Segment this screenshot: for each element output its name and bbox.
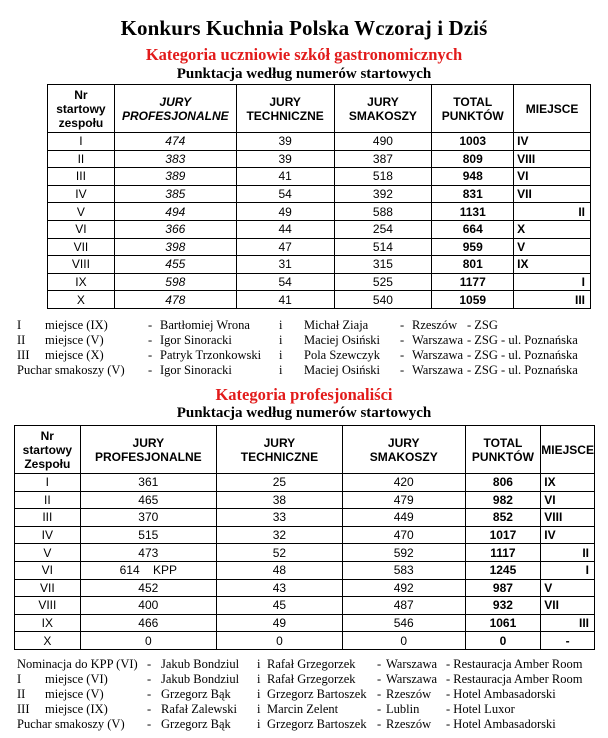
header-jury-professional: JURY PROFESJONALNE [80,426,216,474]
table-row: VII 398 47 514 959 V [48,238,591,256]
header-start-number: Nr startowy Zespołu [15,426,81,474]
winner-row: III miejsce (IX) - Rafał Zalewski i Marcin Zelent - Lublin - Hotel Luxor [17,702,515,716]
header-jury-technical: JURY TECHNICZNE [216,426,342,474]
table-row: VIII 400 45 487 932 VII [15,597,595,615]
table-row: VI 614 KPP 48 583 1245 I [15,561,595,579]
table-row: V 473 52 592 1117 II [15,544,595,562]
table-row: III 389 41 518 948 VI [48,168,591,186]
table-row: II 465 38 479 982 VI [15,491,595,509]
table-row: IX 598 54 525 1177 I [48,273,591,291]
table-row: III 370 33 449 852 VIII [15,509,595,527]
category-1-subtitle: Punktacja według numerów startowych [176,66,432,82]
table-row: V 494 49 588 1131 II [48,203,591,221]
header-jury-gourmet: JURY SMAKOSZY [334,85,432,133]
category-2-score-table [14,425,595,650]
table-row: X 478 41 540 1059 III [48,291,591,309]
category-2-subtitle: Punktacja według numerów startowych [176,405,432,421]
winner-row: Nominacja do KPP (VI) - Jakub Bondziul i Rafał Grzegorzek - Warszawa - Restauracja Amber Room [17,657,583,671]
category-1-title: Kategoria uczniowie szkół gastronomicznych [145,45,463,64]
header-jury-technical: JURY TECHNICZNE [236,85,334,133]
table-row: VII 452 43 492 987 V [15,579,595,597]
category-1-score-table [47,84,591,309]
winner-row: I miejsce (VI) - Jakub Bondziul i Rafał Grzegorzek - Warszawa - Restauracja Amber Room [17,672,583,686]
header-total-points: TOTAL PUNKTÓW [465,426,541,474]
winner-row: Puchar smakoszy (V) - Igor Sinoracki i Maciej Osiński - Warszawa - ZSG - ul. Poznańska [17,363,578,377]
winner-row: I miejsce (IX) - Bartłomiej Wrona i Michał Ziaja - Rzeszów - ZSG [17,318,498,332]
table-row: IV 515 32 470 1017 IV [15,526,595,544]
table-row: VI 366 44 254 664 X [48,220,591,238]
table-row: X 0 0 0 0 - [15,632,595,650]
winner-row: II miejsce (V) - Grzegorz Bąk i Grzegorz Bartoszek - Rzeszów - Hotel Ambasadorski [17,687,556,701]
table-row: I 474 39 490 1003 IV [48,133,591,151]
table-row: VIII 455 31 315 801 IX [48,256,591,274]
table-row: II 383 39 387 809 VIII [48,150,591,168]
header-start-number: Nr startowy zespołu [48,85,115,133]
winner-row: Puchar smakoszy (V) - Grzegorz Bąk i Grzegorz Bartoszek - Rzeszów - Hotel Ambasadorski [17,717,556,731]
header-place: MIEJSCE [514,85,591,133]
winner-row: III miejsce (X) - Patryk Trzonkowski i Pola Szewczyk - Warszawa - ZSG - ul. Poznańska [17,348,578,362]
table-row: IX 466 49 546 1061 III [15,614,595,632]
header-jury-gourmet: JURY SMAKOSZY [342,426,465,474]
header-total-points: TOTAL PUNKTÓW [432,85,514,133]
header-place: MIEJSCE [541,426,595,474]
winner-row: II miejsce (V) - Igor Sinoracki i Maciej Osiński - Warszawa - ZSG - ul. Poznańska [17,333,578,347]
page-title: Konkurs Kuchnia Polska Wczoraj i Dziś [120,16,488,40]
category-1-winners [0,318,608,380]
table-row: IV 385 54 392 831 VII [48,185,591,203]
category-2-title: Kategoria profesjonaliści [215,385,393,404]
header-jury-professional: JURY PROFESJONALNE [114,85,236,133]
table-row: I 361 25 420 806 IX [15,474,595,492]
category-2-winners [0,657,608,735]
kpp-note: KPP [152,563,177,578]
